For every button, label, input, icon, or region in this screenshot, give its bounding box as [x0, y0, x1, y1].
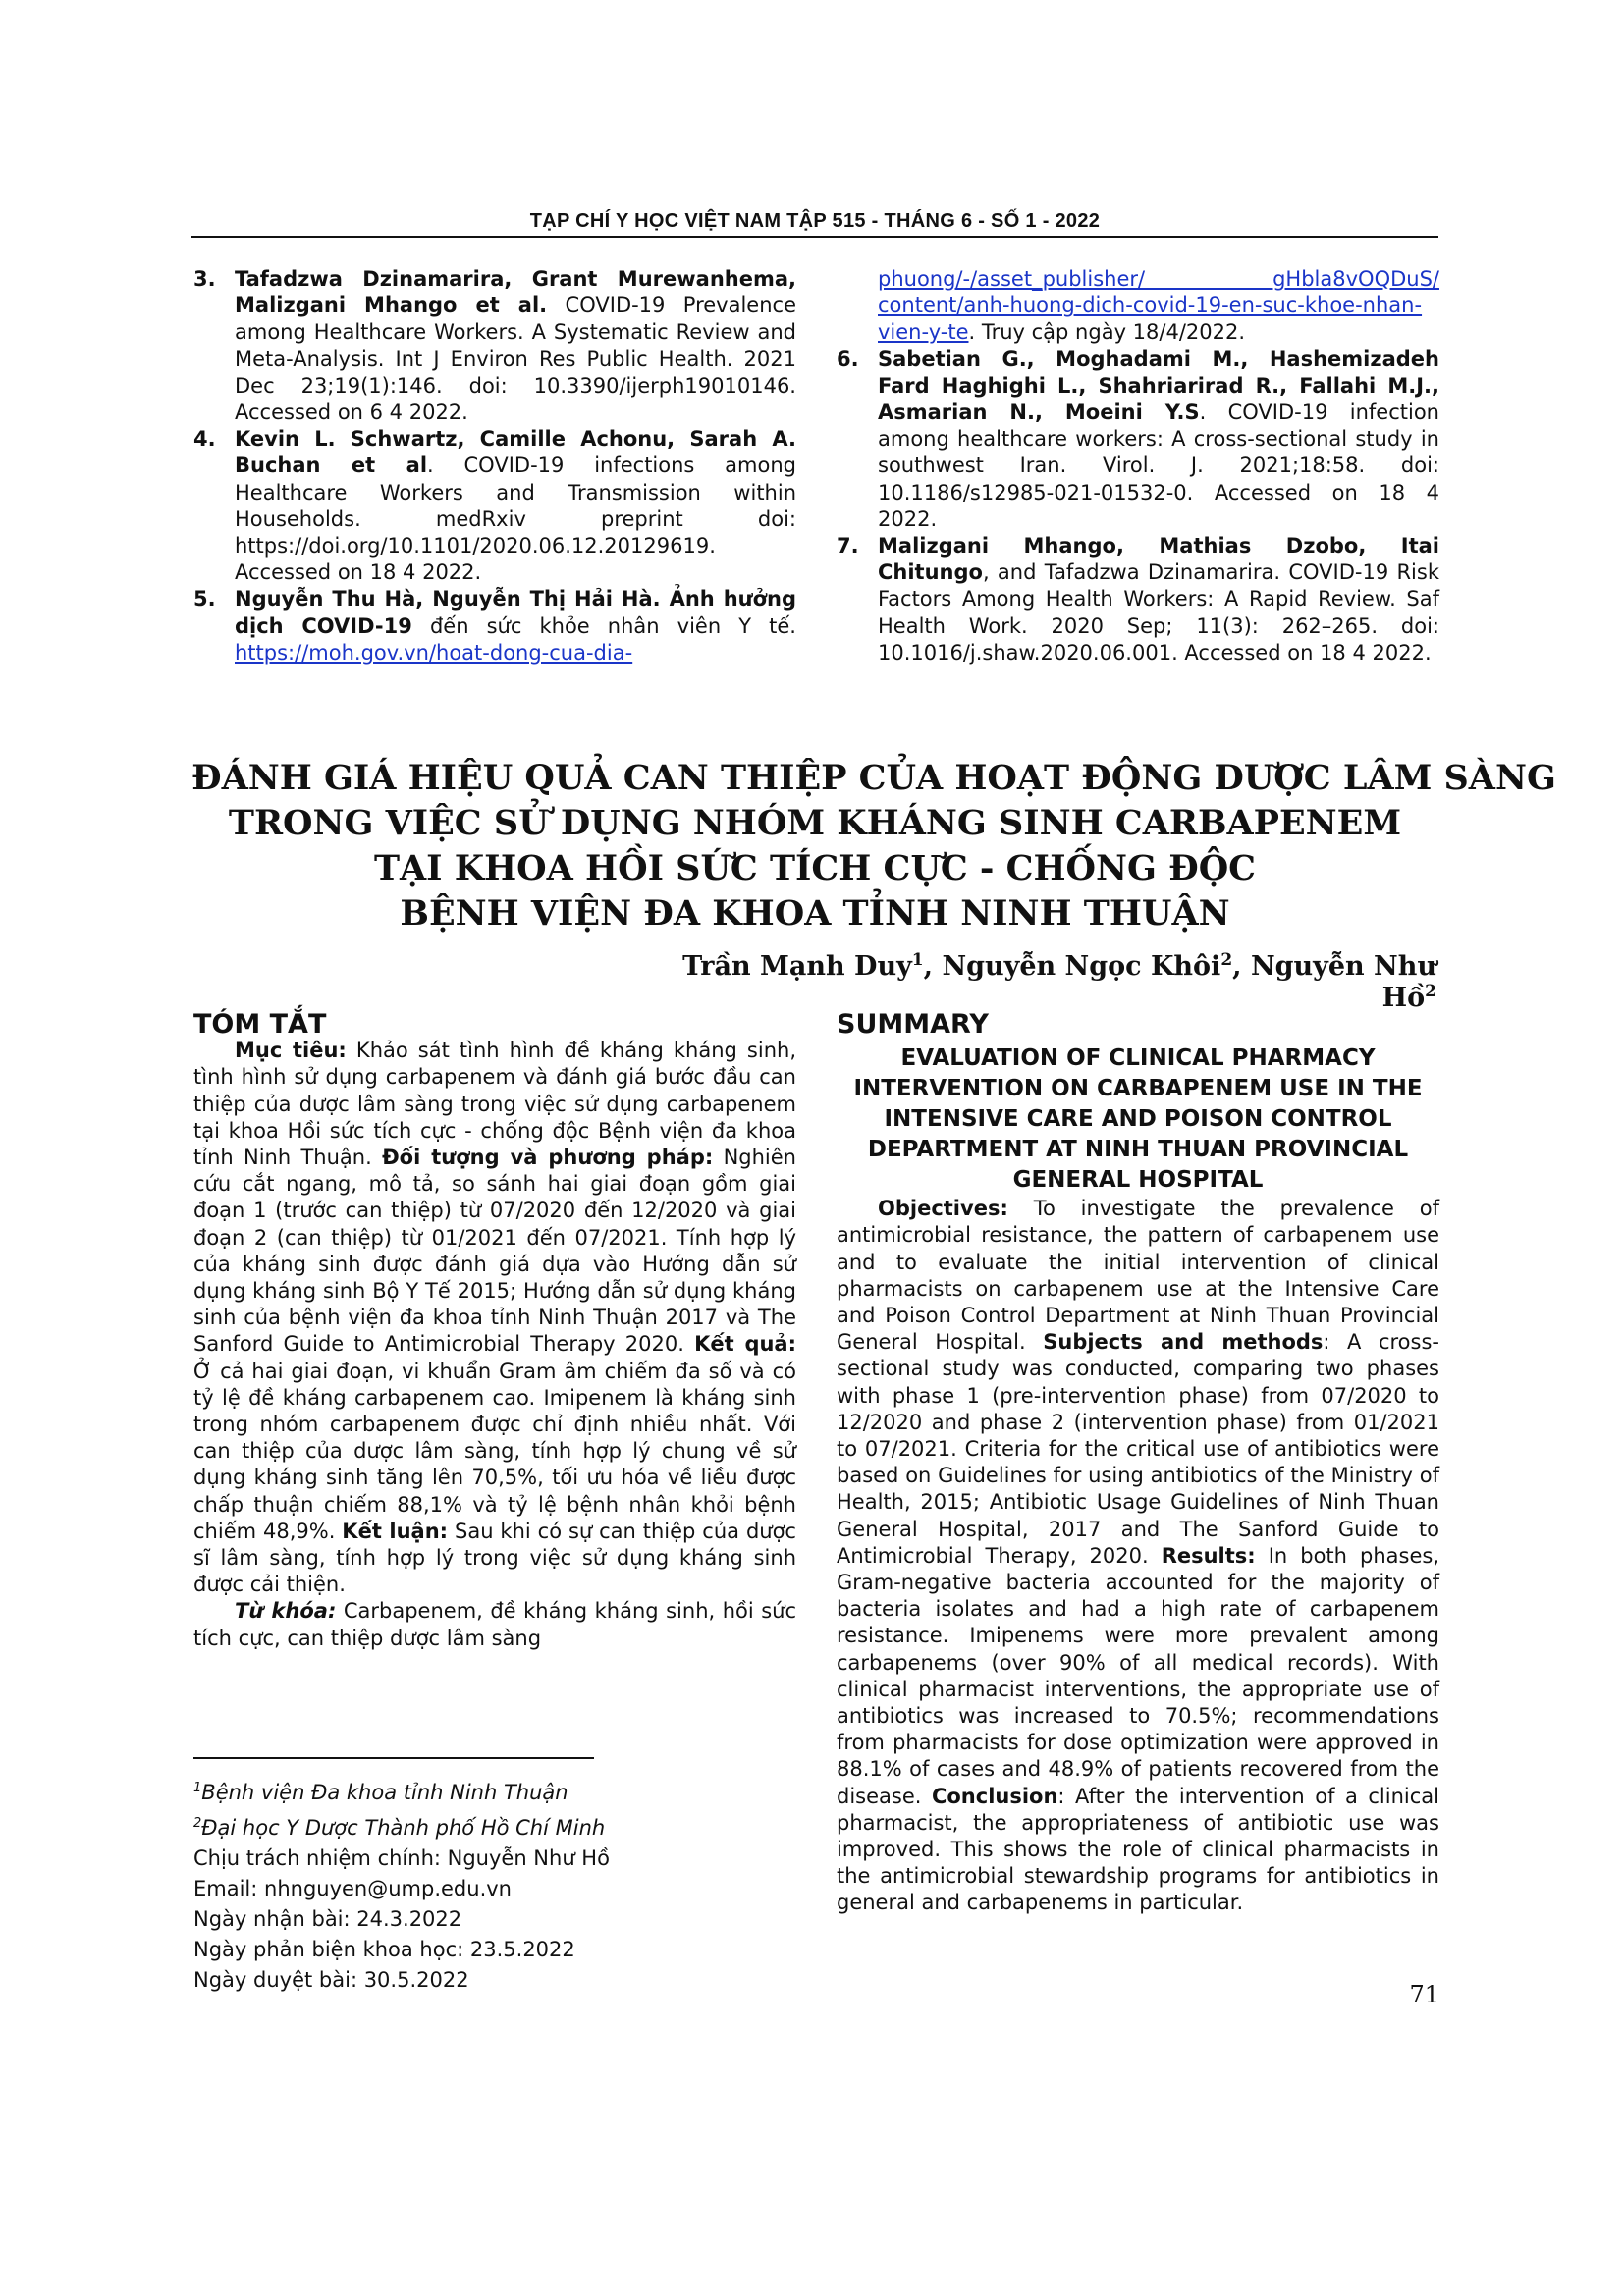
- label-results: Kết quả:: [694, 1332, 796, 1357]
- ref-details: . Truy cập ngày 18/4/2022.: [968, 320, 1246, 345]
- ref-link[interactable]: https://moh.gov.vn/hoat-dong-cua-dia-: [235, 640, 633, 665]
- title-line: TRONG VIỆC SỬ DỤNG NHÓM KHÁNG SINH CARBAPENEM: [228, 803, 1402, 843]
- reference-6: [837, 347, 1439, 533]
- ref-authors: Kevin L. Schwartz, Camille Achonu, Sarah A. Buchan et al: [235, 427, 796, 478]
- author-line: [628, 950, 1436, 1013]
- ref-details: , and Tafadzwa Dzinamarira. COVID-19 Risk Factors Among Health Workers: A Rapid Review. Saf Health Work. 2020 Sep; 11(3): 262–265. doi: 10.1016/j.shaw.2020.06.001. Accessed on 18 4 2022.: [878, 561, 1439, 665]
- summary-paragraph: [837, 1196, 1439, 1916]
- abstract-paragraph: [193, 1038, 796, 1598]
- date-received: Ngày nhận bài: 24.3.2022: [193, 1907, 462, 1931]
- label-results: Results:: [1161, 1543, 1256, 1568]
- journal-header: TẠP CHÍ Y HỌC VIỆT NAM TẬP 515 - THÁNG 6 - SỐ 1 - 2022: [529, 210, 1101, 232]
- title-line: ĐÁNH GIÁ HIỆU QUẢ CAN THIỆP CỦA HOẠT ĐỘNG DƯỢC LÂM SÀNG: [191, 758, 1556, 798]
- footnote-rule: [193, 1757, 594, 1759]
- abstract-english: [837, 1011, 1439, 1917]
- section-heading: TÓM TẮT: [193, 1009, 327, 1040]
- article-title: [191, 756, 1556, 936]
- ref-authors: Tafadzwa Dzinamarira, Grant Murewanhema, Malizgani Mhango et al.: [235, 267, 796, 318]
- author-affiliation-mark: 1: [911, 950, 924, 970]
- abstract-text: Sau khi có sự can thiệp của dược sĩ lâm sàng, tính hợp lý trong việc sử dụng kháng sinh được cải thiện.: [193, 1519, 796, 1597]
- footnotes: [193, 1773, 796, 1996]
- abstract-text: Ở cả hai giai đoạn, vi khuẩn Gram âm chiếm đa số và có tỷ lệ đề kháng carbapenem cao. Imipenem là kháng sinh trong nhóm carbapenem được chỉ định nhiều nhất. Với can thiệp của dược lâm sàng, tính hợp lý chung về sử dụng kháng sinh tăng lên 70,5%, tối ưu hóa về liều được chấp thuận chiếm 88,1% và tỷ lệ bệnh nhân khỏi bệnh chiếm 48,9%.: [193, 1359, 796, 1543]
- affiliation-text: Đại học Y Dược Thành phố Hồ Chí Minh: [201, 1816, 606, 1840]
- affiliation-text: Bệnh viện Đa khoa tỉnh Ninh Thuận: [201, 1781, 568, 1804]
- affiliation-mark: 1: [193, 1781, 202, 1795]
- ref-details: . COVID-19 infections among Healthcare Workers and Transmission within Households. medRxiv preprint doi: https://doi.org/10.1101/2020.06.12.20129619. Accessed on 18 4 2022.: [235, 454, 796, 585]
- page-number: 71: [1409, 1981, 1439, 2008]
- ref-number: 6.: [837, 347, 859, 371]
- reference-3: [193, 266, 796, 426]
- summary-text: In both phases, Gram-negative bacteria accounted for the majority of bacteria isolates and had a high rate of carbapenem resistance. Imipenems were more prevalent among carbapenems (over 90% of all medical records). With clinical pharmacist interventions, the appropriate use of antibiotics was increased to 70.5%; recommendations from pharmacists for dose optimization were approved in 88.1% of cases and 48.9% of patients recovered from the disease.: [837, 1543, 1439, 1808]
- keywords-label: Từ khóa:: [235, 1599, 337, 1624]
- title-line: BỆNH VIỆN ĐA KHOA TỈNH NINH THUẬN: [400, 893, 1230, 934]
- keywords: [193, 1598, 796, 1651]
- references-right: [837, 266, 1439, 667]
- label-conclusion: Kết luận:: [342, 1519, 449, 1543]
- reference-5-continued: [837, 266, 1439, 347]
- affiliation-2: [193, 1808, 796, 1843]
- ref-authors: Malizgani Mhango, Mathias Dzobo, Itai Chitungo: [878, 534, 1439, 585]
- author-separator: ,: [923, 951, 943, 982]
- affiliation-1: [193, 1773, 796, 1808]
- ref-number: 4.: [193, 427, 216, 452]
- date-reviewed: Ngày phản biện khoa học: 23.5.2022: [193, 1938, 575, 1961]
- ref-number: 3.: [193, 267, 216, 291]
- ref-authors: Nguyễn Thu Hà, Nguyễn Thị Hải Hà. Ảnh hưởng dịch COVID-19: [235, 587, 796, 638]
- keywords-text: Carbapenem, đề kháng kháng sinh, hồi sức tích cực, can thiệp dược lâm sàng: [193, 1599, 796, 1650]
- author-name: Trần Mạnh Duy: [682, 951, 912, 982]
- ref-number: 7.: [837, 534, 859, 559]
- author-affiliation-mark: 2: [1220, 950, 1233, 970]
- email: Email: nhnguyen@ump.edu.vn: [193, 1877, 512, 1900]
- ref-link[interactable]: phuong/-/asset_publisher/ gHbla8vOQDuS/ content/anh-huong-dich-covid-19-en-suc-khoe-nhan-vien-y-te: [878, 267, 1439, 345]
- label-methods: Subjects and methods: [1043, 1330, 1324, 1355]
- header-rule: [191, 236, 1438, 238]
- summary-text: To investigate the prevalence of antimicrobial resistance, the pattern of carbapenem use and to evaluate the initial intervention of clinical pharmacists on carbapenem use at the Intensive Care and Poison Control Department at Ninh Thuan Provincial General Hospital.: [837, 1197, 1439, 1355]
- abstract-text: Khảo sát tình hình đề kháng kháng sinh, tình hình sử dụng carbapenem và đánh giá bước đầu can thiệp của dược lâm sàng trong việc sử dụng carbapenem tại khoa Hồi sức tích cực - chống độc Bệnh viện đa khoa tỉnh Ninh Thuận.: [193, 1039, 796, 1170]
- ref-details: COVID-19 Prevalence among Healthcare Workers. A Systematic Review and Meta-Analysis. Int J Environ Res Public Health. 2021 Dec 23;19(1):146. doi: 10.3390/ijerph19010146. Accessed on 6 4 2022.: [235, 294, 797, 425]
- author-separator: ,: [1232, 951, 1251, 982]
- references-left: [193, 266, 796, 667]
- reference-5: [193, 586, 796, 667]
- ref-details: . COVID-19 infection among healthcare workers: A cross-sectional study in southwest Iran. Virol. J. 2021;18:58. doi: 10.1186/s12985-021-01532-0. Accessed on 18 4 2022.: [878, 400, 1439, 531]
- reference-7: [837, 533, 1439, 667]
- author-affiliation-mark: 2: [1425, 982, 1436, 1001]
- label-objective: Mục tiêu:: [235, 1039, 347, 1063]
- ref-details: đến sức khỏe nhân viên Y tế.: [411, 614, 796, 638]
- date-accepted: Ngày duyệt bài: 30.5.2022: [193, 1968, 469, 1992]
- author-name: Nguyễn Ngọc Khôi: [942, 951, 1221, 982]
- label-methods: Đối tượng và phương pháp:: [382, 1146, 714, 1170]
- corresponding-author: Chịu trách nhiệm chính: Nguyễn Như Hồ: [193, 1846, 610, 1870]
- affiliation-mark: 2: [193, 1816, 202, 1831]
- title-line: TẠI KHOA HỒI SỨC TÍCH CỰC - CHỐNG ĐỘC: [373, 848, 1257, 888]
- section-heading: SUMMARY: [837, 1009, 989, 1040]
- summary-text: : After the intervention of a clinical pharmacist, the appropriateness of antibiotic use was improved. This shows the role of clinical pharmacists in the antimicrobial stewardship programs for antibiotics in general and carbapenems in particular.: [837, 1784, 1439, 1915]
- label-objectives: Objectives:: [878, 1197, 1008, 1221]
- label-conclusion: Conclusion: [931, 1784, 1058, 1808]
- summary-title: EVALUATION OF CLINICAL PHARMACY INTERVENTION ON CARBAPENEM USE IN THE INTENSIVE CARE AND POISON CONTROL DEPARTMENT AT NINH THUAN PROVINCIAL GENERAL HOSPITAL: [853, 1045, 1423, 1194]
- abstract-text: Nghiên cứu cắt ngang, mô tả, so sánh hai giai đoạn gồm giai đoạn 1 (trước can thiệp) từ 07/2020 đến 12/2020 và giai đoạn 2 (can thiệp) từ 01/2021 đến 07/2021. Tính hợp lý của kháng sinh được đánh giá dựa vào Hướng dẫn sử dụng kháng sinh Bộ Y Tế 2015; Hướng dẫn sử dụng kháng sinh của bệnh viện đa khoa tỉnh Ninh Thuận 2017 và The Sanford Guide to Antimicrobial Therapy 2020.: [193, 1146, 796, 1357]
- author-name: Nguyễn Như Hồ: [1250, 951, 1436, 1013]
- ref-number: 5.: [193, 587, 216, 612]
- abstract-vietnamese: [193, 1011, 796, 1652]
- ref-authors: Sabetian G., Moghadami M., Hashemizadeh Fard Haghighi L., Shahriarirad R., Fallahi M.J., Asmarian N., Moeini Y.S: [878, 347, 1439, 425]
- summary-text: : A cross-sectional study was conducted, comparing two phases with phase 1 (pre-intervention phase) from 07/2020 to 12/2020 and phase 2 (intervention phase) from 01/2021 to 07/2021. Criteria for the critical use of antibiotics were based on Guidelines for using antibiotics of the Ministry of Health, 2015; Antibiotic Usage Guidelines of Ninh Thuan General Hospital, 2017 and The Sanford Guide to Antimicrobial Therapy, 2020.: [837, 1330, 1439, 1568]
- reference-4: [193, 426, 796, 586]
